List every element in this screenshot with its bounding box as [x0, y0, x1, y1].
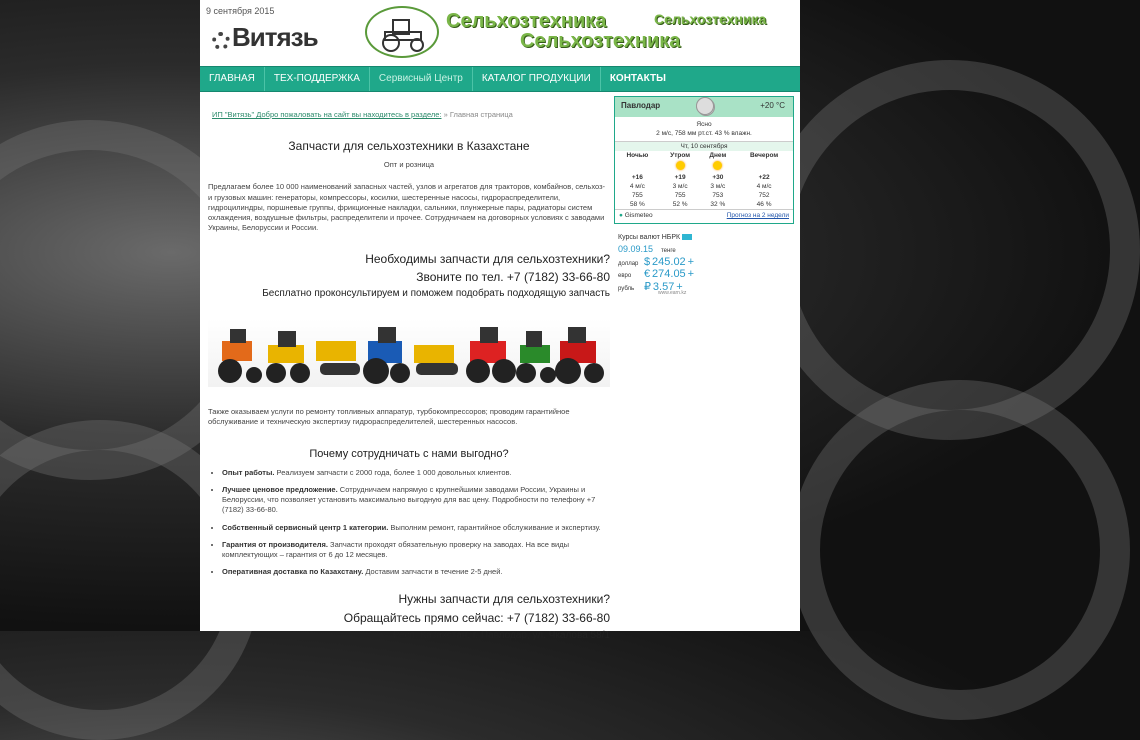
main-nav	[200, 66, 800, 92]
page	[200, 0, 800, 642]
cta-question: Необходимы запчасти для сельхозтехники?	[365, 252, 610, 267]
fx-change: +	[687, 268, 695, 281]
page-subtitle: Опт и розница	[383, 160, 435, 170]
cta2-question: Нужны запчасти для сельхозтехники?	[398, 592, 610, 607]
tractor-banner-image	[208, 319, 610, 387]
cta2-phone: Обращайтесь прямо сейчас: +7 (7182) 33-66-80	[343, 611, 610, 626]
nav-item-home[interactable]: ГЛАВНАЯ	[200, 67, 265, 91]
gismeteo-icon: ●	[619, 212, 623, 220]
currency-widget: Курсы валют НБРК 09.09.15 тенге доллар $ 245.02 + евро € 274.05 + рубль ₽ 3.57 + www.earn.kz	[618, 234, 695, 297]
forecast-link[interactable]: Прогноз на 2 недели	[726, 212, 789, 220]
sun-icon	[676, 161, 685, 170]
site-logo[interactable]	[212, 22, 318, 53]
fx-currency: тенге	[661, 248, 676, 255]
list-item: • Опыт работы. Реализуем запчасти с 2000 года, более 1 000 довольных клиентов.	[222, 468, 610, 478]
weather-brand[interactable]: Gismeteo	[624, 212, 653, 220]
fx-change: +	[676, 281, 683, 294]
forecast-table: Ночью Утром Днем Вечером +16 +19 +30 +22 4 м/с 3 м/с 3 м/с 4 м/с 755 755 753 752 58 % 52 % 32 % 46 %	[615, 151, 793, 209]
current-date: 9 сентября 2015	[206, 6, 275, 16]
fx-value: 245.02	[652, 256, 686, 269]
main-content	[208, 104, 610, 643]
fx-label: рубль	[618, 286, 635, 293]
moon-icon	[696, 97, 714, 115]
cta-phone: Звоните по тел. +7 (7182) 33-66-80	[416, 270, 610, 285]
breadcrumb-current: Главная страница	[449, 110, 513, 119]
intro-text: Предлагаем более 10 000 наименований запасных частей, узлов и агрегатов для тракторов, комбайнов, сельхоз- и грузовых машин: генераторы, компрессоры, косилки, шестеренные насосы, гидрораспределители, гидроцилиндры, поршневые группы, фрикционные накладки, сальники, плунжерные пары, радиаторы систем охлаждения, воздушные фильтры, распределители и прочее. Сотрудничаем на договорных условиях с заводами Украины, Белоруссии и России.	[208, 182, 606, 232]
nav-item-contacts[interactable]: КОНТАКТЫ	[609, 73, 666, 84]
fx-change: +	[687, 256, 695, 269]
page-title: Запчасти для сельхозтехники в Казахстане	[288, 139, 530, 154]
brand-title: Сельхозтехника	[654, 11, 767, 27]
breadcrumb-separator: »	[441, 110, 450, 119]
cta-note: Бесплатно проконсультируем и поможем подобрать подходящую запчасть	[262, 288, 610, 300]
logo-text: Витязь	[232, 22, 318, 52]
fx-label: евро	[618, 273, 632, 280]
brand-title: Сельхозтехника	[446, 10, 607, 32]
nav-item-support[interactable]: ТЕХ-ПОДДЕРЖКА	[265, 67, 370, 91]
fx-label: доллар	[618, 261, 639, 268]
weather-details: 2 м/с, 758 мм рт.ст. 43 % влажн.	[656, 130, 752, 138]
nav-item-catalog[interactable]: КАТАЛОГ ПРОДУКЦИИ	[473, 67, 601, 91]
weather-city: Павлодар	[621, 101, 661, 110]
list-item: • Лучшее ценовое предложение. Сотрудничаем напрямую с крупнейшими заводами России, Украины и Белоруссии, что позволяет установить максимально выгодную для вас цену. Подробности по телефону +7 (7182) 33-66-80.	[222, 485, 610, 515]
background-gear	[790, 380, 1130, 720]
kz-flag-icon	[682, 234, 692, 240]
fx-title: Курсы валют НБРК	[618, 234, 681, 242]
list-item: • Гарантия от производителя. Запчасти проходят обязательную проверку на заводах. На все виды комплектующих – гарантия от 6 до 12 месяцев.	[222, 540, 610, 560]
forecast-date: Чт, 10 сентября	[615, 142, 793, 151]
cta2-address: Респ. Казахстан, г. Павлодар, ул. Чкалова 58/1	[392, 630, 610, 642]
sidebar	[614, 96, 794, 296]
brand-title: Сельхозтехника	[520, 30, 681, 52]
fx-date: 09.09.15	[618, 244, 654, 255]
list-item: • Оперативная доставка по Казахстану. Доставим запчасти в течение 2-5 дней.	[222, 567, 610, 577]
cta-block	[208, 251, 610, 301]
why-title: Почему сотрудничать с нами выгодно?	[309, 448, 509, 461]
sun-icon	[713, 161, 722, 170]
tractor-logo-icon	[365, 6, 439, 58]
weather-condition: Ясно	[696, 121, 712, 128]
fx-value: 3.57	[652, 281, 675, 294]
breadcrumb	[212, 110, 610, 120]
weather-temp: +20 °C	[760, 101, 785, 110]
breadcrumb-link[interactable]: ИП "Витязь" Добро пожаловать на сайт вы находитесь в разделе:	[212, 110, 442, 119]
services-text: Также оказываем услуги по ремонту топливных аппаратур, турбокомпрессоров; проводим гарантийное обслуживание и техническую экспертизу гидрораспределителей, шестеренных насосов.	[208, 406, 570, 427]
cta-bottom	[208, 591, 610, 643]
gear-logo-icon	[212, 32, 230, 50]
nav-item-service[interactable]: Сервисный Центр	[370, 67, 473, 91]
fx-value: 274.05	[652, 268, 686, 281]
fx-source[interactable]: www.earn.kz	[658, 290, 687, 297]
benefits-list	[208, 468, 610, 577]
list-item: • Собственный сервисный центр 1 категории. Выполним ремонт, гарантийное обслуживание и экспертизу.	[222, 523, 610, 533]
weather-widget	[614, 96, 794, 224]
site-header	[200, 0, 800, 66]
